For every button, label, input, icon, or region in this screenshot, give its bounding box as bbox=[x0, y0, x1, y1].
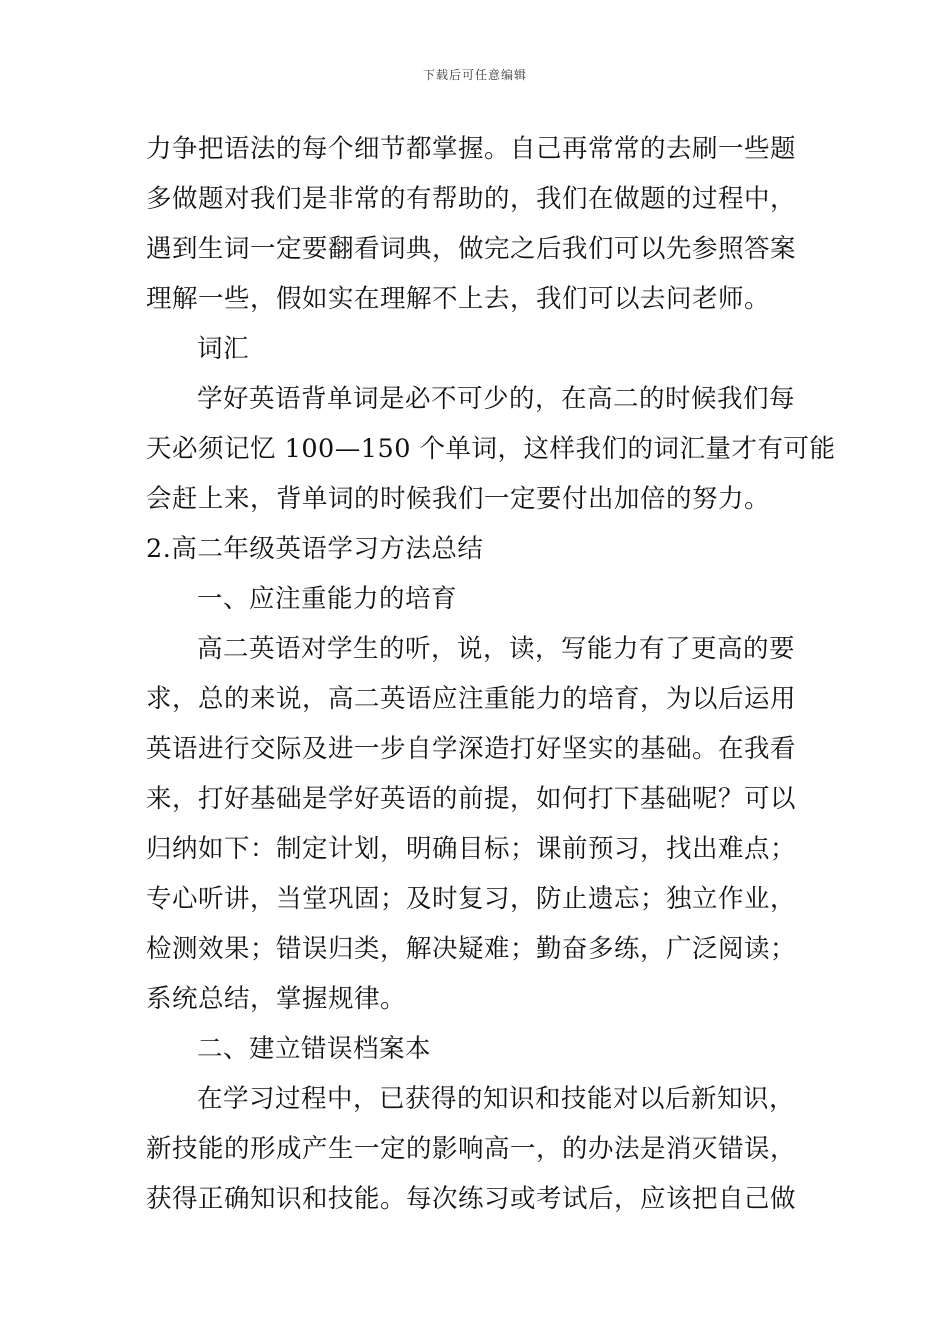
paragraph-line: 英语进行交际及进一步自学深造打好坚实的基础。在我看 bbox=[146, 734, 797, 764]
paragraph-line: 系统总结，掌握规律。 bbox=[146, 984, 407, 1014]
paragraph-line: 天必须记忆 100—150 个单词，这样我们的词汇量才有可能 bbox=[146, 434, 836, 464]
subsection-heading: 二、建立错误档案本 bbox=[197, 1034, 432, 1064]
subsection-heading: 一、应注重能力的培育 bbox=[197, 584, 458, 614]
paragraph-line: 求，总的来说，高二英语应注重能力的培育，为以后运用 bbox=[146, 684, 797, 714]
paragraph-line: 多做题对我们是非常的有帮助的，我们在做题的过程中， bbox=[146, 184, 797, 214]
paragraph-line: 检测效果；错误归类，解决疑难；勤奋多练，广泛阅读； bbox=[146, 934, 797, 964]
paragraph-line: 理解一些，假如实在理解不上去，我们可以去问老师。 bbox=[146, 284, 771, 314]
paragraph-line: 专心听讲，当堂巩固；及时复习，防止遗忘；独立作业， bbox=[146, 884, 797, 914]
page-header: 下载后可任意编辑 bbox=[422, 68, 527, 82]
section-title: 2.高二年级英语学习方法总结 bbox=[146, 534, 484, 564]
paragraph-line: 高二英语对学生的听，说，读，写能力有了更高的要 bbox=[197, 634, 796, 664]
paragraph-line: 力争把语法的每个细节都掌握。自己再常常的去刷一些题 bbox=[146, 134, 797, 164]
paragraph-line: 新技能的形成产生一定的影响高一，的办法是消灭错误， bbox=[146, 1134, 797, 1164]
paragraph-line: 学好英语背单词是必不可少的，在高二的时候我们每 bbox=[197, 384, 796, 414]
paragraph-line: 遇到生词一定要翻看词典，做完之后我们可以先参照答案 bbox=[146, 234, 797, 264]
paragraph-line: 来，打好基础是学好英语的前提，如何打下基础呢？可以 bbox=[146, 784, 797, 814]
paragraph-line: 归纳如下：制定计划，明确目标；课前预习，找出难点； bbox=[146, 834, 797, 864]
paragraph-line: 在学习过程中，已获得的知识和技能对以后新知识， bbox=[197, 1084, 796, 1114]
paragraph-line: 获得正确知识和技能。每次练习或考试后，应该把自己做 bbox=[146, 1184, 797, 1214]
paragraph-line: 会赶上来，背单词的时候我们一定要付出加倍的努力。 bbox=[146, 484, 771, 514]
section-heading-vocabulary: 词汇 bbox=[197, 334, 250, 364]
